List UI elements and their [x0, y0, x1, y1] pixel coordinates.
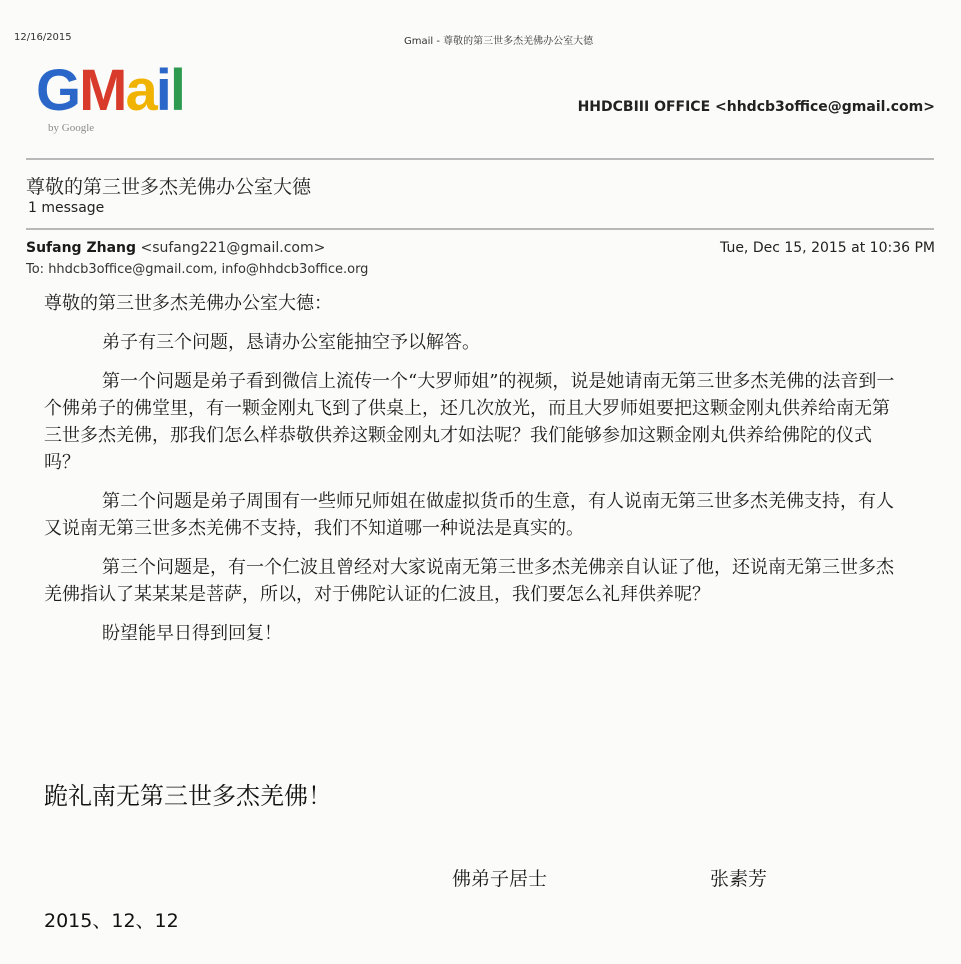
- logo-letter-a: a: [125, 58, 156, 123]
- logo-letter-l: l: [169, 58, 184, 123]
- print-header: [14, 32, 944, 48]
- sender-email: <sufang221@gmail.com>: [140, 240, 326, 256]
- body-paragraph: 弟子有三个问题，恳请办公室能抽空予以解答。: [102, 332, 480, 353]
- account-label: HHDCBIII OFFICE <hhdcb3office@gmail.com>: [577, 99, 935, 115]
- thread-subject: 尊敬的第三世多杰羌佛办公室大德: [26, 176, 312, 198]
- closing-salutation: 跪礼南无第三世多杰羌佛！: [44, 782, 332, 810]
- recipients-line: To: hhdcb3office@gmail.com, info@hhdcb3office.org: [26, 262, 369, 277]
- greeting: 尊敬的第三世多杰羌佛办公室大德：: [44, 293, 332, 314]
- sent-time: Tue, Dec 15, 2015 at 10:36 PM: [720, 240, 935, 256]
- body-paragraph: 第一个问题是弟子看到微信上流传一个“大罗师姐”的视频，说是她请南无第三世多杰羌佛的法音到一个佛弟子的佛堂里，有一颗金刚丸飞到了供桌上，还几次放光，而且大罗师姐要把这颗金刚丸供养给南无第三世多杰羌佛，那我们怎么样恭敬供养这颗金刚丸才如法呢？我们能够参加这颗金刚丸供养给佛陀的仪式吗？: [44, 371, 895, 473]
- signature-date: 2015、12、12: [44, 910, 179, 932]
- print-title: Gmail - 尊敬的第三世多杰羌佛办公室大德: [404, 36, 594, 47]
- body-paragraph: 第三个问题是，有一个仁波且曾经对大家说南无第三世多杰羌佛亲自认证了他，还说南无第三世多杰羌佛指认了某某某是菩萨，所以，对于佛陀认证的仁波且，我们要怎么礼拜供养呢？: [44, 557, 894, 605]
- logo-letter-m: M: [79, 58, 126, 123]
- message-count: 1 message: [28, 200, 105, 216]
- gmail-logo: [36, 58, 211, 148]
- signature-name: 张素芳: [710, 868, 768, 890]
- sender-name: Sufang Zhang: [26, 240, 137, 256]
- logo-letter-g: G: [36, 58, 80, 123]
- body-paragraph: 盼望能早日得到回复！: [102, 623, 282, 644]
- divider: [26, 228, 934, 230]
- message-body: [44, 290, 904, 659]
- logo-letter-i: i: [155, 58, 170, 123]
- print-date: 12/16/2015: [14, 32, 72, 43]
- body-paragraph: 第二个问题是弟子周围有一些师兄师姐在做虚拟货币的生意，有人说南无第三世多杰羌佛支持，有人又说南无第三世多杰羌佛不支持，我们不知道哪一种说法是真实的。: [44, 491, 894, 539]
- logo-byline: by Google: [48, 122, 95, 134]
- signature-role: 佛弟子居士: [452, 868, 548, 890]
- sender-line: [26, 240, 325, 256]
- divider: [26, 158, 934, 160]
